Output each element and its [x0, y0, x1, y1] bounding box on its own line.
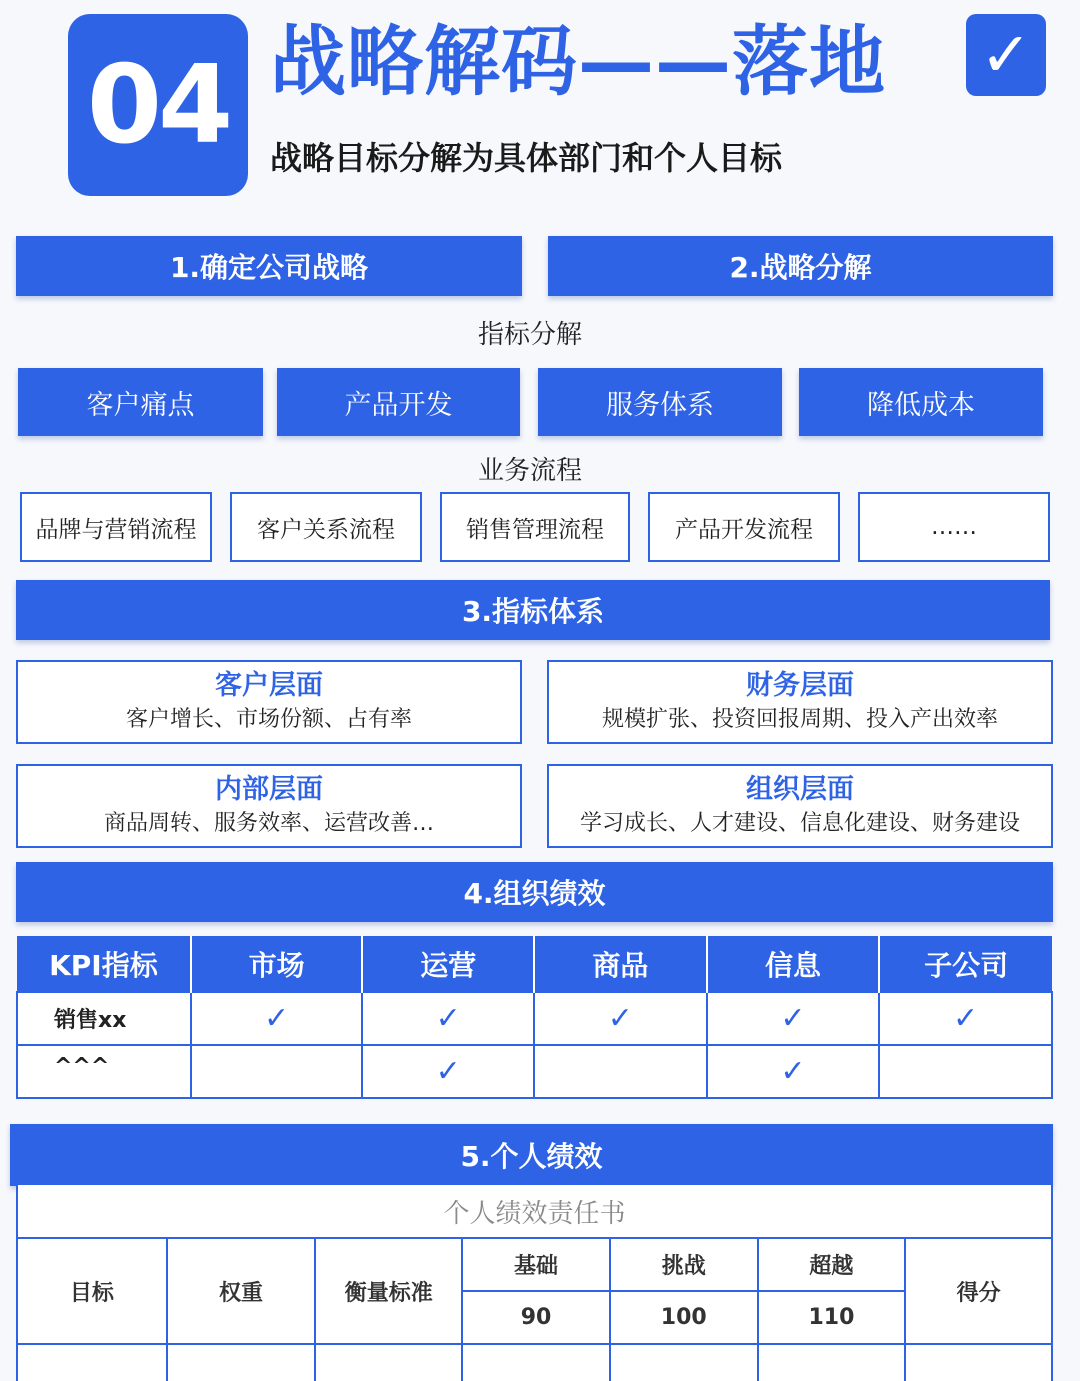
step-4-bar: 4.组织绩效: [16, 862, 1053, 922]
kpi-check-cell: ✓: [707, 1045, 880, 1098]
panel-body: 商品周转、服务效率、运营改善…: [103, 811, 434, 836]
table-row: [17, 1344, 1052, 1381]
responsibility-section: [16, 1185, 1053, 1381]
kpi-check-cell: ✓: [879, 992, 1052, 1045]
level-value: 90: [462, 1291, 610, 1344]
empty-cell: [167, 1344, 316, 1381]
decomposition-item: 客户痛点: [18, 368, 263, 436]
process-item: 产品开发流程: [648, 492, 840, 562]
empty-cell: [610, 1344, 758, 1381]
step-5-bar: 5.个人绩效: [10, 1124, 1053, 1186]
kpi-table: [16, 936, 1053, 1099]
section-number-badge: 04: [68, 14, 248, 196]
step-2-bar: 2.战略分解: [548, 236, 1053, 296]
process-item: 销售管理流程: [440, 492, 630, 562]
level-value: 110: [758, 1291, 906, 1344]
empty-cell: [315, 1344, 462, 1381]
panel-title: 客户层面: [215, 670, 323, 701]
kpi-row-label: ^^^: [17, 1045, 191, 1098]
indicator-panel-finance: [547, 660, 1053, 744]
page-title: 战略解码——落地: [270, 17, 886, 106]
level-name: 挑战: [610, 1238, 758, 1291]
kpi-check-cell: ✓: [362, 992, 534, 1045]
decomposition-item: 服务体系: [538, 368, 782, 436]
page-subtitle: 战略目标分解为具体部门和个人目标: [270, 139, 783, 177]
kpi-header-cell: 子公司: [879, 936, 1052, 992]
empty-cell: [462, 1344, 610, 1381]
table-row: [17, 1238, 1052, 1291]
panel-title: 财务层面: [746, 670, 854, 701]
indicator-panel-customer: [16, 660, 522, 744]
kpi-check-cell: [191, 1045, 363, 1098]
panel-title: 内部层面: [215, 774, 323, 805]
decomposition-caption: 指标分解: [477, 320, 582, 350]
level-name: 基础: [462, 1238, 610, 1291]
empty-cell: [758, 1344, 906, 1381]
kpi-header-cell: 市场: [191, 936, 363, 992]
col-standard: 衡量标准: [315, 1238, 462, 1344]
kpi-header-cell: KPI指标: [17, 936, 191, 992]
step-3-bar: 3.指标体系: [16, 580, 1050, 640]
kpi-check-cell: [879, 1045, 1052, 1098]
checkmark-icon: ✓: [966, 14, 1046, 96]
panel-body: 学习成长、人才建设、信息化建设、财务建设: [579, 811, 1020, 836]
kpi-header-cell: 运营: [362, 936, 534, 992]
panel-body: 规模扩张、投资回报周期、投入产出效率: [601, 707, 998, 732]
level-value: 100: [610, 1291, 758, 1344]
level-name: 超越: [758, 1238, 906, 1291]
indicator-panel-organization: [547, 764, 1053, 848]
kpi-header-row: [17, 936, 1052, 992]
kpi-header-cell: 信息: [707, 936, 880, 992]
process-caption: 业务流程: [477, 456, 582, 486]
col-goal: 目标: [17, 1238, 167, 1344]
kpi-check-cell: ✓: [191, 992, 363, 1045]
empty-cell: [905, 1344, 1052, 1381]
kpi-check-cell: ✓: [707, 992, 880, 1045]
process-item: 客户关系流程: [230, 492, 422, 562]
kpi-check-cell: [534, 1045, 707, 1098]
kpi-check-cell: ✓: [362, 1045, 534, 1098]
indicator-panel-internal: [16, 764, 522, 848]
panel-title: 组织层面: [746, 774, 854, 805]
responsibility-table: [16, 1237, 1053, 1381]
decomposition-item: 降低成本: [799, 368, 1043, 436]
kpi-header-cell: 商品: [534, 936, 707, 992]
kpi-row-label: 销售xx: [17, 992, 191, 1045]
responsibility-title: 个人绩效责任书: [16, 1185, 1053, 1237]
panel-body: 客户增长、市场份额、占有率: [125, 707, 412, 732]
decomposition-item: 产品开发: [277, 368, 520, 436]
col-score: 得分: [905, 1238, 1052, 1344]
table-row: [17, 1045, 1052, 1098]
col-weight: 权重: [167, 1238, 316, 1344]
step-1-bar: 1.确定公司战略: [16, 236, 522, 296]
empty-cell: [17, 1344, 167, 1381]
process-item: ……: [858, 492, 1050, 562]
kpi-check-cell: ✓: [534, 992, 707, 1045]
table-row: [17, 992, 1052, 1045]
process-item: 品牌与营销流程: [20, 492, 212, 562]
